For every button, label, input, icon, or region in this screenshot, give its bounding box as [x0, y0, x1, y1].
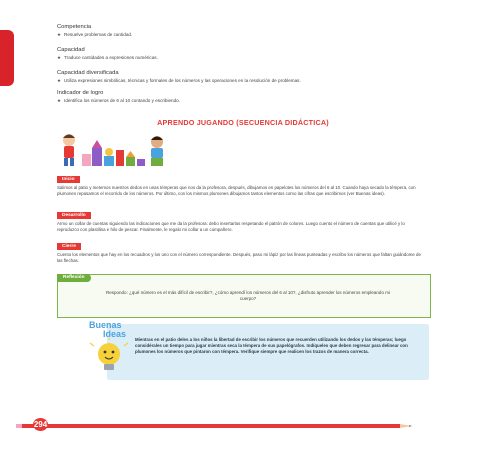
main-title: APRENDO JUGANDO (SECUENCIA DIDÁCTICA): [157, 118, 329, 127]
cierre-tag: Cierre: [57, 243, 81, 250]
reflexion-text: Respondo: ¿qué número es el más difícil de escribir?, ¿cómo aprendí los números del 6 al 10?, ¿disfruto aprender los números empleando mi cuerpo?: [106, 290, 390, 301]
capacidad-diversificada-item: ★ Utiliza expresiones simbólicas, técnicas y formales de los números y las operaciones en la resolución de problemas.: [57, 78, 429, 84]
ideas-wrapper: [57, 0, 429, 449]
competencia-item: ★ Resuelve problemas de cantidad.: [57, 32, 429, 38]
buenas-ideas-box: [89, 320, 429, 380]
ideas-label: Ideas: [103, 329, 127, 339]
competencia-title: Competencia: [57, 24, 92, 30]
capacidad-item: ★ Traduce cantidades a expresiones numéricas.: [57, 55, 429, 61]
desarrollo-text: Armo un collar de cuentas siguiendo las indicaciones que me da la profesora: debo insertarlas respetando el patrón de colores. Luego cuento el número de cuentas que utilicé y lo reproduzco con plastilina e hilo de pescar. Finalmente, le regalo mi collar a un compañero.: [57, 221, 405, 232]
cierre-text: Cuento los elementos que hay en los recuadros y los uno con el número correspondiente. Después, paso mi lápiz por las líneas punteadas y escribo los números que faltan guiándome de las flechas.: [57, 252, 421, 263]
inicio-text: Salimos al patio y metemos nuestros dedos en unas témperas que nos da la profesora, después, dibujamos en papelotes los números del 6 al 10. Cuando haya secado la témpera, con plumones repasamos el recorrido de los números. Por último, con los mismos plumones dibujamos tantos elementos como las cifras que escribimos (ver Buenas ideas).: [57, 185, 416, 196]
inicio-tag: Inicio: [57, 176, 80, 183]
buenas-label: Buenas: [89, 320, 122, 330]
indicador-item: ★ Identifica los números de 6 al 10 contando y escribiendo.: [57, 98, 429, 104]
capacidad-diversificada-title: Capacidad diversificada: [57, 70, 119, 76]
page-number: 294: [33, 420, 48, 429]
desarrollo-tag: Desarrollo: [57, 212, 91, 219]
buenas-ideas-text: Mientras en el patio deles a los niños la libertad de escribir los números que recuerden utilizando los dedos y las témperas; luego considérales un tiempo para jugar mientras seca la témpera de sus papelógrafos. Indíqueles que deben regresar para delinear con plumones los números que pintaron con témpera. Verifique siempre que realicen los trazos de manera correcta.: [135, 337, 408, 355]
pencil-footer: [0, 421, 480, 431]
reflexion-tag: Reflexión: [57, 274, 91, 282]
indicador-title: Indicador de logro: [57, 90, 104, 96]
side-tab: [0, 30, 14, 86]
capacidad-title: Capacidad: [57, 47, 85, 53]
